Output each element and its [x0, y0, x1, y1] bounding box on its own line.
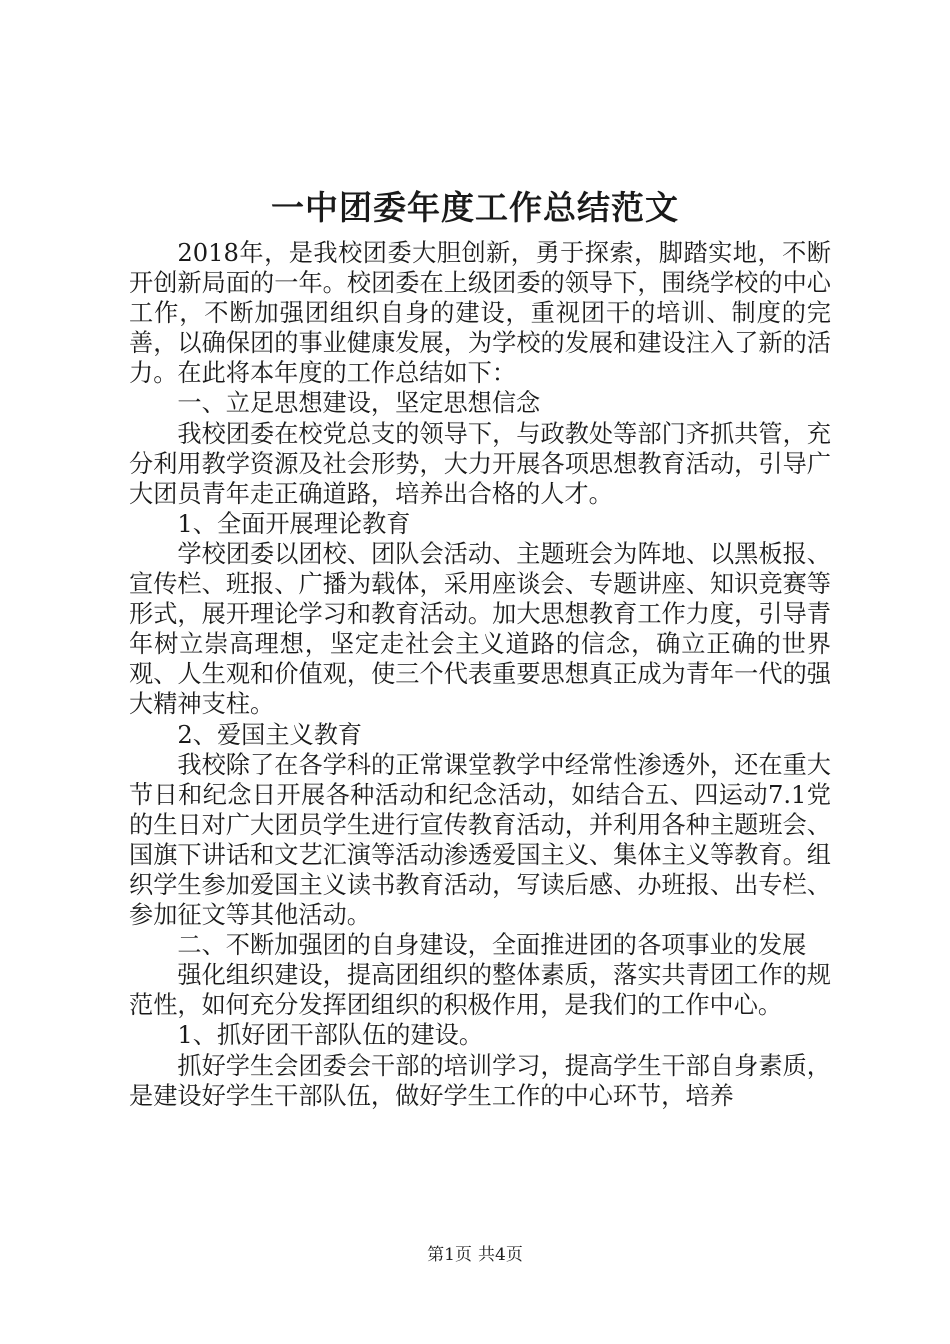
paragraph-section-2: 强化组织建设，提高团组织的整体素质，落实共青团工作的规范性，如何充分发挥团组织的积极作用，是我们的工作中心。	[129, 961, 831, 1020]
heading-subsection-2-1: 1、抓好团干部队伍的建设。	[177, 1021, 484, 1050]
page-number-current: 第1页	[427, 1245, 472, 1265]
heading-subsection-1-2: 2、爱国主义教育	[177, 720, 363, 749]
heading-subsection-1-1: 1、全面开展理论教育	[177, 509, 411, 538]
paragraph-intro: 2018年，是我校团委大胆创新，勇于探索，脚踏实地，不断开创新局面的一年。校团委在上级团委的领导下，围绕学校的中心工作，不断加强团组织自身的建设，重视团干的培训、制度的完善，以确保团的事业健康发展，为学校的发展和建设注入了新的活力。在此将本年度的工作总结如下：	[129, 239, 831, 388]
document-body	[129, 238, 831, 1111]
paragraph-subsection-1-2: 我校除了在各学科的正常课堂教学中经常性渗透外，还在重大节日和纪念日开展各种活动和纪念活动，如结合五、四运动7.1党的生日对广大团员学生进行宣传教育活动，并利用各种主题班会、国旗下讲话和文艺汇演等活动渗透爱国主义、集体主义等教育。组织学生参加爱国主义读书教育活动，写读后感、办班报、出专栏、参加征文等其他活动。	[129, 750, 831, 930]
paragraph-section-1: 我校团委在校党总支的领导下，与政教处等部门齐抓共管，充分利用教学资源及社会形势，大力开展各项思想教育活动，引导广大团员青年走正确道路，培养出合格的人才。	[129, 419, 831, 508]
paragraph-subsection-2-1: 抓好学生会团委会干部的培训学习，提高学生干部自身素质，是建设好学生干部队伍，做好学生工作的中心环节，培养	[129, 1051, 831, 1110]
page-footer	[0, 1244, 950, 1266]
heading-section-1: 一、立足思想建设，坚定思想信念	[177, 389, 541, 418]
document-title: 一中团委年度工作总结范文	[271, 188, 679, 227]
heading-section-2: 二、不断加强团的自身建设，全面推进团的各项事业的发展	[177, 931, 807, 960]
paragraph-subsection-1-1: 学校团委以团校、团队会活动、主题班会为阵地、以黑板报、宣传栏、班报、广播为载体，采用座谈会、专题讲座、知识竞赛等形式，展开理论学习和教育活动。加大思想教育工作力度，引导青年树立崇高理想，坚定走社会主义道路的信念，确立正确的世界观、人生观和价值观，使三个代表重要思想真正成为青年一代的强大精神支柱。	[129, 539, 831, 719]
page-number-total: 共4页	[478, 1245, 523, 1265]
